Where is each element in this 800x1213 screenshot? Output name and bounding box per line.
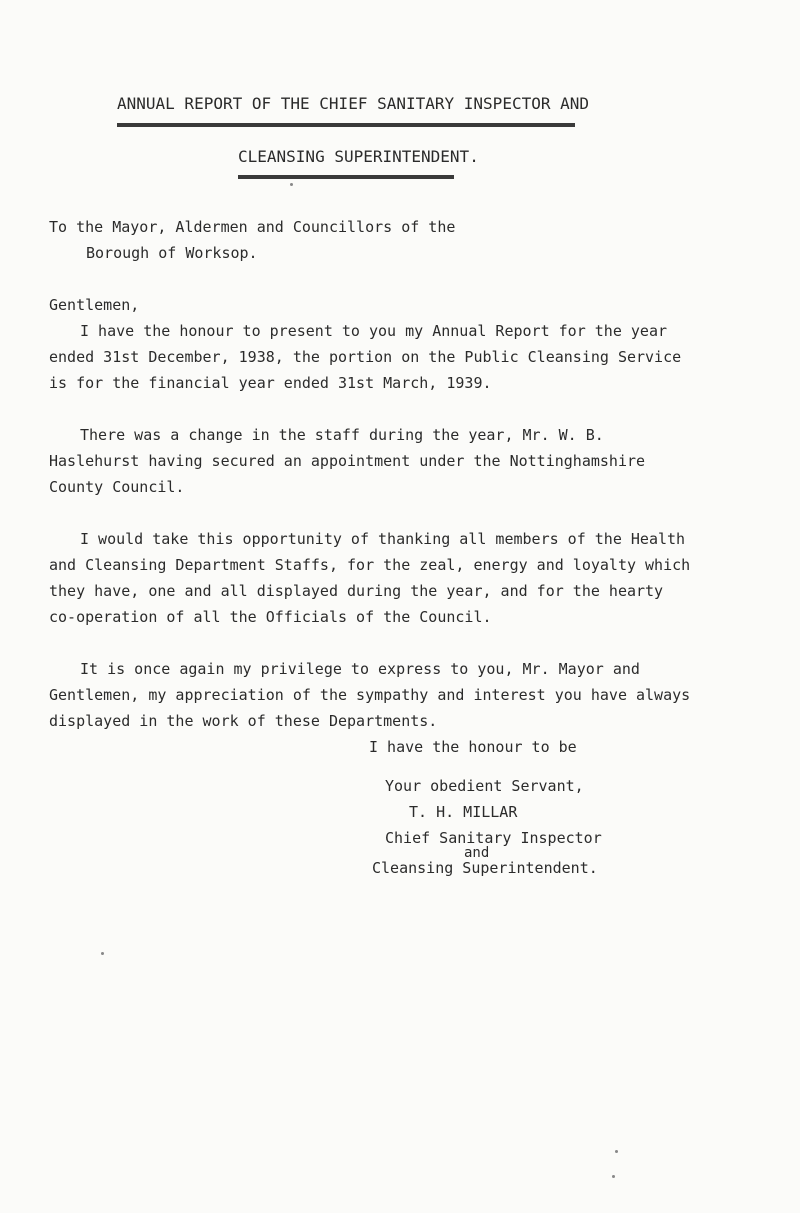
paragraph-2-line-3: County Council.	[49, 478, 185, 496]
print-speck	[290, 183, 293, 186]
print-speck	[615, 1150, 618, 1153]
paragraph-1-line-3: is for the financial year ended 31st March, 1939.	[49, 374, 492, 392]
print-speck	[101, 952, 104, 955]
signatory-title-line2: Cleansing Superintendent.	[372, 859, 598, 877]
paragraph-4-line-3: displayed in the work of these Departments.	[49, 712, 438, 730]
paragraph-4-line-1: It is once again my privilege to express to you, Mr. Mayor and	[80, 660, 640, 678]
heading-underline-2	[238, 175, 454, 179]
print-speck	[612, 1175, 615, 1178]
closing-honour: I have the honour to be	[369, 738, 577, 756]
salutation: Gentlemen,	[49, 296, 140, 314]
paragraph-3-line-3: they have, one and all displayed during the year, and for the hearty	[49, 582, 664, 600]
address-line2: Borough of Worksop.	[86, 244, 258, 262]
paragraph-1-line-1: I have the honour to present to you my Annual Report for the year	[80, 322, 667, 340]
report-heading-line2: CLEANSING SUPERINTENDENT.	[238, 147, 479, 166]
signatory-title-and: and	[464, 845, 490, 861]
paragraph-1-line-2: ended 31st December, 1938, the portion on the Public Cleansing Service	[49, 348, 682, 366]
paragraph-4-line-2: Gentlemen, my appreciation of the sympathy and interest you have always	[49, 686, 691, 704]
closing-servant: Your obedient Servant,	[385, 777, 584, 795]
heading-underline-1	[117, 123, 575, 127]
paragraph-3-line-4: co-operation of all the Officials of the Council.	[49, 608, 492, 626]
address-line1: To the Mayor, Aldermen and Councillors of the	[49, 218, 456, 236]
report-heading-line1: ANNUAL REPORT OF THE CHIEF SANITARY INSPECTOR AND	[117, 94, 590, 113]
paragraph-3-line-1: I would take this opportunity of thanking all members of the Health	[80, 530, 686, 548]
paragraph-2-line-2: Haslehurst having secured an appointment under the Nottinghamshire	[49, 452, 646, 470]
paragraph-2-line-1: There was a change in the staff during the year, Mr. W. B.	[80, 426, 604, 444]
signatory-name: T. H. MILLAR	[409, 803, 518, 821]
paragraph-3-line-2: and Cleansing Department Staffs, for the zeal, energy and loyalty which	[49, 556, 691, 574]
signatory-title-line1: Chief Sanitary Inspector	[385, 829, 602, 847]
